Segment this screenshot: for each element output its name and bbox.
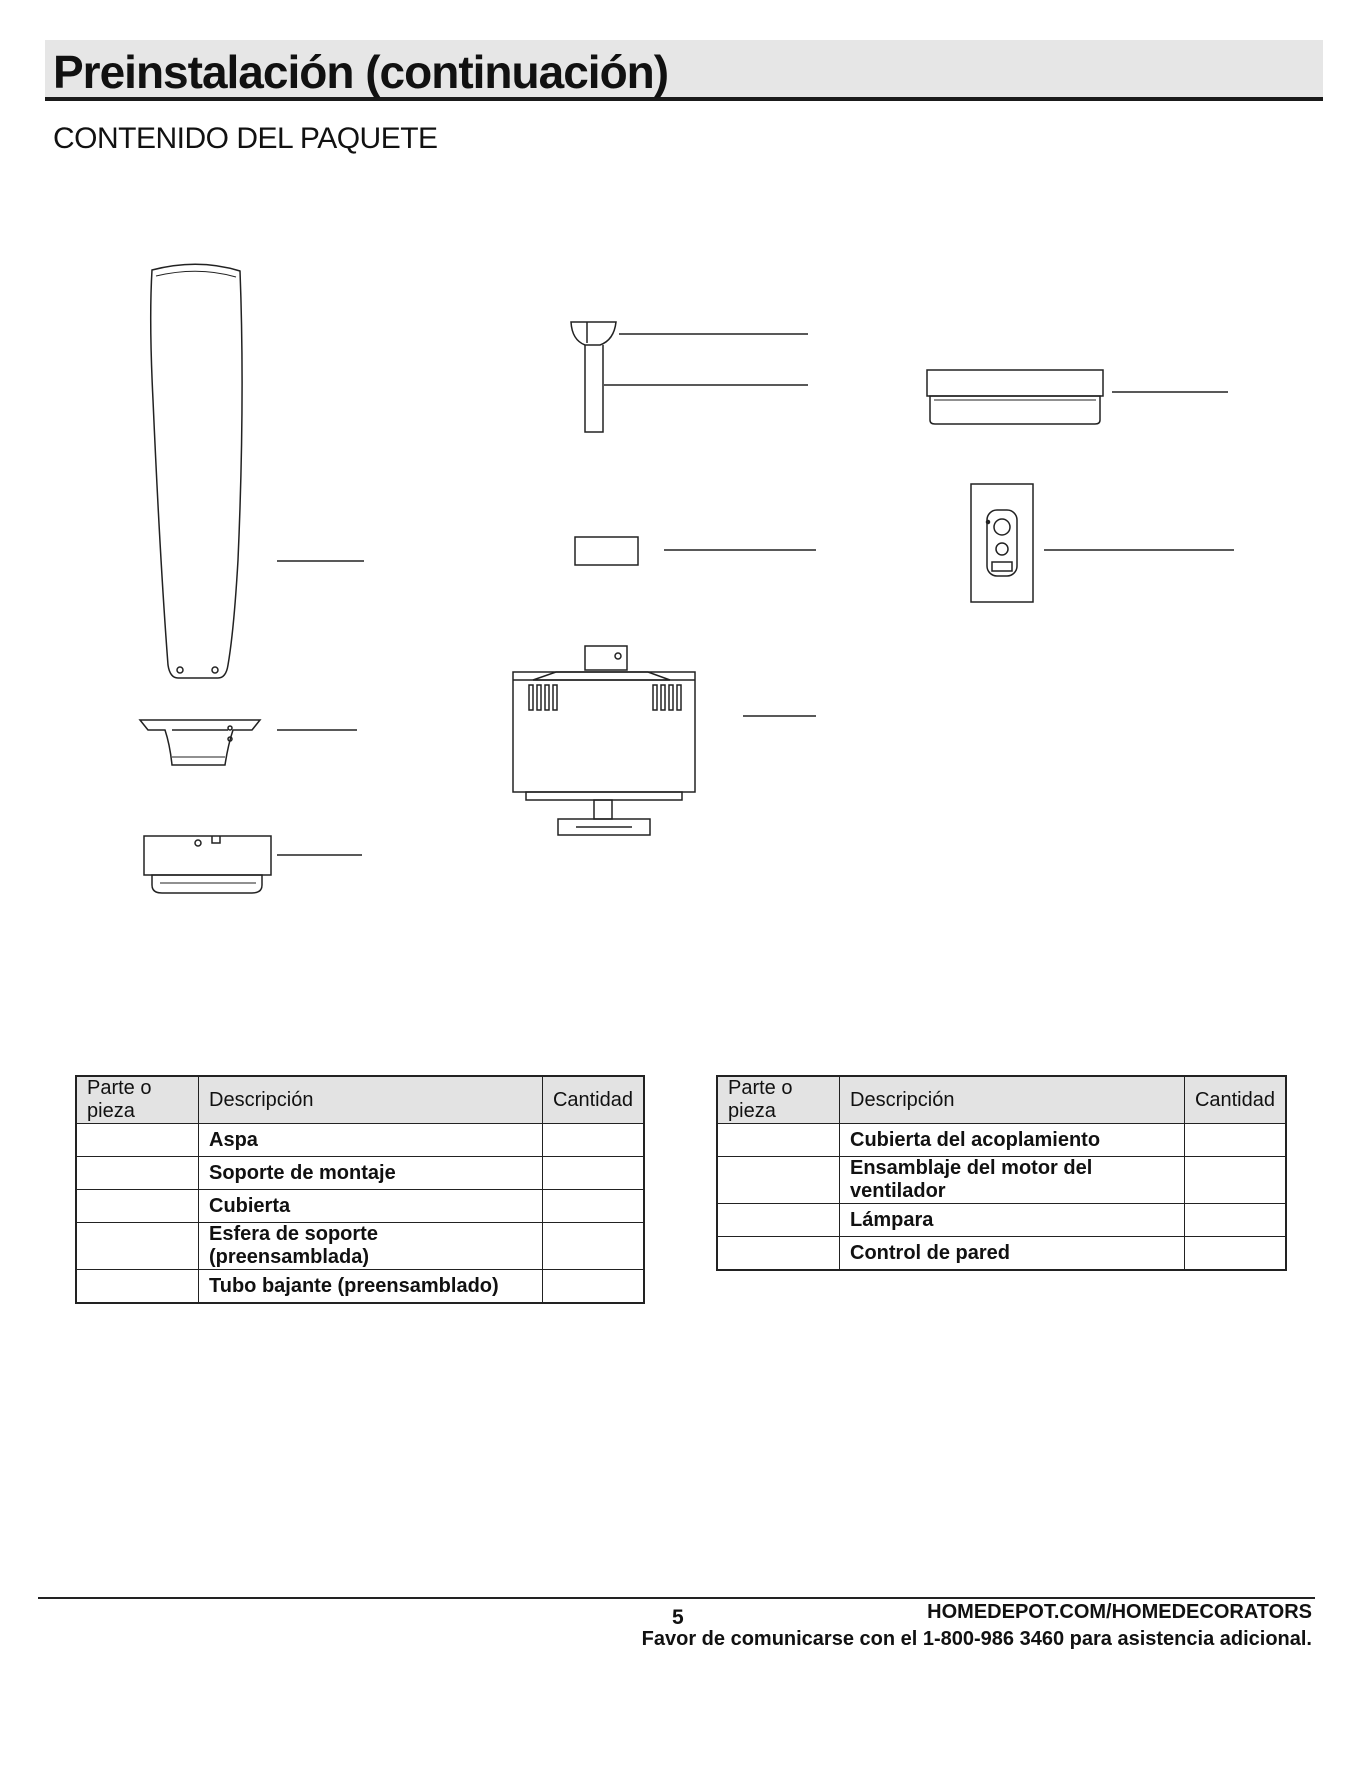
table-row: [718, 1157, 1286, 1204]
parts-table-left: [76, 1076, 644, 1303]
motor-assembly-illustration: [513, 646, 816, 835]
part-cell: [77, 1124, 199, 1157]
column-header-description: Descripción: [199, 1077, 543, 1124]
part-cell: [718, 1237, 840, 1270]
footer-divider: [38, 1597, 1315, 1599]
table-header-row: [718, 1077, 1286, 1124]
quantity-cell: [1184, 1237, 1285, 1270]
parts-table-right: [717, 1076, 1286, 1270]
quantity-cell: [542, 1223, 643, 1270]
description-cell: Aspa: [199, 1124, 543, 1157]
part-cell: [77, 1223, 199, 1270]
description-cell: Cubierta: [199, 1190, 543, 1223]
part-cell: [718, 1124, 840, 1157]
table-row: [718, 1237, 1286, 1270]
table-row: [77, 1190, 644, 1223]
light-illustration: [927, 370, 1228, 424]
quantity-cell: [1184, 1204, 1285, 1237]
table-row: [718, 1204, 1286, 1237]
table-row: [77, 1270, 644, 1303]
quantity-cell: [542, 1124, 643, 1157]
quantity-cell: [1184, 1157, 1285, 1204]
part-cell: [77, 1157, 199, 1190]
description-cell: Tubo bajante (preensamblado): [199, 1270, 543, 1303]
table-row: [77, 1157, 644, 1190]
description-cell: Ensamblaje del motor del ventilador: [840, 1157, 1185, 1204]
part-cell: [718, 1204, 840, 1237]
page-number: 5: [672, 1606, 684, 1629]
quantity-cell: [1184, 1124, 1285, 1157]
wall-control-illustration: [971, 484, 1234, 602]
mounting-bracket-illustration: [140, 720, 357, 765]
canopy-illustration: [144, 836, 362, 893]
column-header-quantity: Cantidad: [542, 1077, 643, 1124]
description-cell: Cubierta del acoplamiento: [840, 1124, 1185, 1157]
footer-help-text: Favor de comunicarse con el 1-800-986 3460 para asistencia adicional.: [641, 1628, 1312, 1650]
description-cell: Control de pared: [840, 1237, 1185, 1270]
part-cell: [77, 1270, 199, 1303]
column-header-description: Descripción: [840, 1077, 1185, 1124]
table-header-row: [77, 1077, 644, 1124]
column-header-part: Parte o pieza: [77, 1077, 199, 1124]
description-cell: Soporte de montaje: [199, 1157, 543, 1190]
table-row: [77, 1223, 644, 1270]
footer-url: HOMEDEPOT.COM/HOMEDECORATORS: [927, 1601, 1312, 1623]
table-row: [77, 1124, 644, 1157]
column-header-quantity: Cantidad: [1184, 1077, 1285, 1124]
part-cell: [718, 1157, 840, 1204]
quantity-cell: [542, 1270, 643, 1303]
column-header-part: Parte o pieza: [718, 1077, 840, 1124]
description-cell: Esfera de soporte (preensamblada): [199, 1223, 543, 1270]
downrod-illustration: [571, 322, 808, 432]
coupling-cover-illustration: [575, 537, 816, 565]
blade-illustration: [151, 264, 364, 678]
table-row: [718, 1124, 1286, 1157]
section-subtitle: CONTENIDO DEL PAQUETE: [53, 122, 438, 155]
quantity-cell: [542, 1190, 643, 1223]
part-cell: [77, 1190, 199, 1223]
description-cell: Lámpara: [840, 1204, 1185, 1237]
quantity-cell: [542, 1157, 643, 1190]
page-title: Preinstalación (continuación): [53, 46, 669, 98]
